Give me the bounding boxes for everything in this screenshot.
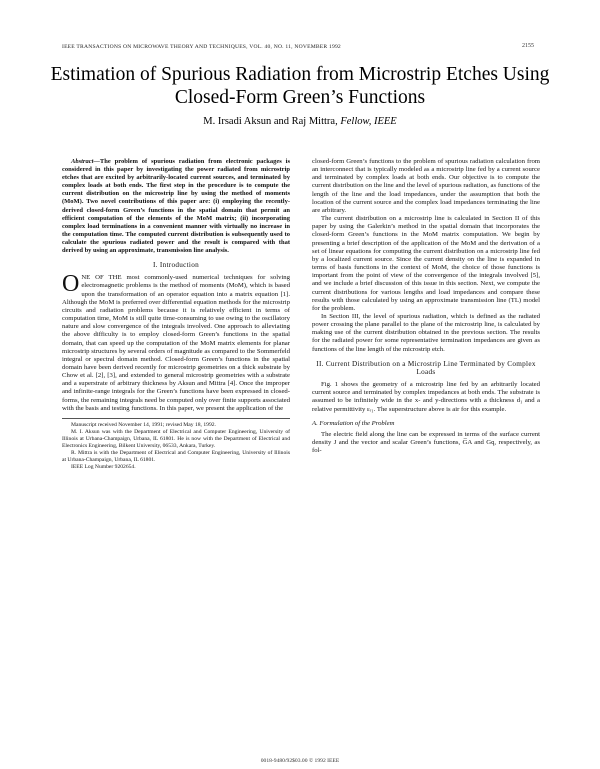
- right-paragraph-2: In Section III, the level of spurious radiation, which is defined as the radiated power crossing the plane parallel to the plane of the microstrip line, is calculated by making use of the current distribution obtained in the previous section. The results for the radiated power for some representative termination impedances are given as functions of the line length of the microstrip etch.: [312, 312, 540, 353]
- footnote: [62, 418, 290, 471]
- journal-header: IEEE TRANSACTIONS ON MICROWAVE THEORY AND TECHNIQUES, VOL. 40, NO. 11, NOVEMBER 1992: [62, 44, 341, 50]
- right-paragraph-0: closed-form Green’s functions to the problem of spurious radiation calculation from an interconnect that is typically modeled as a microstrip line fed by a current source and terminated by complex loads at both ends. Our objective is to compute the current distribution on the line and the level of spurious radiation, as functions of the length of the line and the load impedances, under the assumption that both the location of the current source and the complex load impedances terminating the line are arbitrary.: [312, 158, 540, 214]
- paper-title: Estimation of Spurious Radiation from Microstrip Etches Using Closed-Form Green’s Functions: [50, 64, 550, 108]
- author-affiliation: Fellow, IEEE: [340, 116, 397, 127]
- right-column: [312, 158, 540, 455]
- footnote-author1: M. I. Aksun was with the Department of Electrical and Computer Engineering, University of Illinois at Urbana-Champaign, Urbana, IL 61801. He is now with the Department of Electrical and Electronics Engineering, Bilkent University, 06533, Ankara, Turkey.: [62, 428, 290, 449]
- subsection-heading-formulation: A. Formulation of the Problem: [312, 419, 395, 427]
- section2-paragraph-2: The electric field along the line can be expressed in terms of the surface current density J and the vector and scalar Green’s functions, G̅A and Gq, respectively, as fol-: [312, 430, 540, 455]
- copyright-footer: 0018-9480/92$03.00 © 1992 IEEE: [260, 758, 340, 764]
- section2-paragraph-1: Fig. 1 shows the geometry of a microstrip line fed by an arbitrarily located current source and terminated by complex impedances at both ends. The substrate is assumed to be infinitely wide in the x- and y-directions with a thickness d₁ and a relative permittivity εᵣ₁. The superstructure above is air for this example.: [312, 381, 540, 413]
- author-names: M. Irsadi Aksun and Raj Mittra,: [203, 116, 338, 127]
- intro-text: NE OF THE most commonly-used numerical techniques for solving electromagnetic problems is the method of moments (MoM), which is based upon the transformation of an operator equation into a matrix equation [1]. Although the MoM is preferred over differential equation methods for the microstrip circuits and radiation problems because it is relatively efficient in terms of computation time, MoM is still quite time-consuming to use owing to the oscillatory nature and slow convergence of the integrals involved. One approach to alleviating the above difficulty is to employ closed-form Green’s functions in the spatial domain, that can speed up the computation of the MoM matrix elements for planar microstrip structures by several orders of magnitude as compared to the Sommerfeld integral or spectral domain method. Closed-form Green’s functions in the spatial domain have been derived recently for microstrip geometries on a thick substrate by Chow et al. [2], [3], and extended to general microstrip geometries with a substrate and a superstrate of arbitrary thickness by Aksun and Mittra [4]. Once the improper and infinite-range integrals for the Green’s functions have been expressed in closed-forms, the remaining integrals need be computed only over finite supports associated with the basis and testing functions. In this paper, we present the application of the: [62, 274, 290, 412]
- right-paragraph-1: The current distribution on a microstrip line is calculated in Section II of this paper by using the Galerkin’s method in the spatial domain that incorporates the closed-form Green’s functions in the MoM matrix computation. We begin by presenting a brief description of the application of the MoM and the derivation of a set of linear equations for computing the current distribution on a microstrip line fed by a localized current source. Since the current density on the line is expanded in terms of basis functions in the context of MoM, the choice of those functions is important from the point of view of the convergence of the integrals involved [5], and we include a brief discussion of this issue in this section. Next, we compute the current distributions for various lengths and load impedances and compare these results with those calculated by using an approximate transmission line (TL) model for the problem.: [312, 215, 540, 312]
- section-heading-current-distribution: II. Current Distribution on a Microstrip Line Terminated by Complex Loads: [316, 359, 536, 376]
- abstract: [62, 158, 290, 255]
- footnote-ieee-log: IEEE Log Number 9202654.: [71, 463, 136, 470]
- left-column: [62, 158, 290, 471]
- abstract-lead: Abstract—: [71, 158, 100, 165]
- page-number: 2155: [522, 43, 534, 49]
- footnote-author2: R. Mittra is with the Department of Electrical and Computer Engineering, University of Illinois at Urbana-Champaign, Urbana, IL 61801.: [62, 449, 290, 463]
- section-heading-introduction: I. Introduction: [152, 261, 200, 270]
- abstract-body: The problem of spurious radiation from electronic packages is considered in this paper by investigating the power radiated from microstrip etches that are excited by arbitrarily-located current sources, and terminated by complex loads at both ends. The first step in the procedure is to compute the current distribution on the microstrip line by using the method of moments (MoM). Two novel contributions of this paper are: (i) employing the recently-derived closed-form Green’s functions in the spatial domain that permit an efficient computation of the elements of the MoM matrix; (ii) incorporating complex load terminations in a convenient manner with virtually no increase in the computation time. The computed current distribution is subsequently used to calculate the spurious radiated power and the result is compared with that derived by using an approximate, transmission line analysis.: [62, 158, 290, 255]
- intro-paragraph: [62, 271, 290, 413]
- author-line: [40, 116, 560, 127]
- drop-cap: O: [62, 271, 80, 298]
- footnote-received: Manuscript received November 14, 1991; revised May 18, 1992.: [71, 421, 216, 428]
- running-head: [62, 44, 542, 50]
